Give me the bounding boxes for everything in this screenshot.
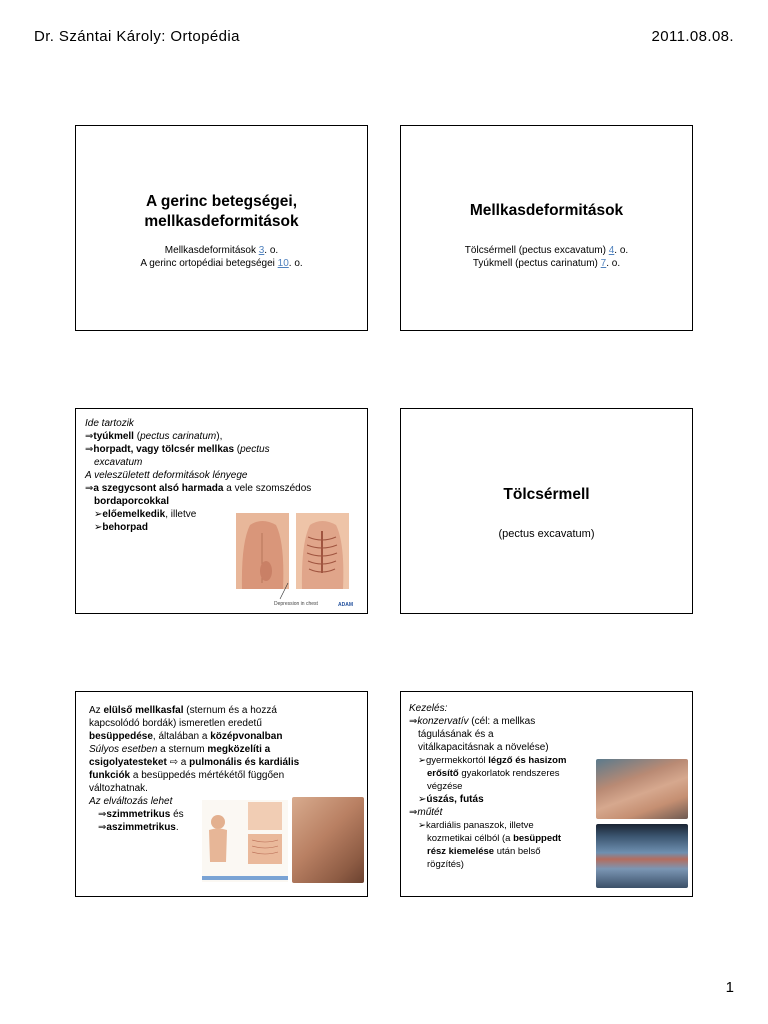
text-line: kozmetikai célból (a besüppedt [427,833,562,844]
surgery-photo-bottom [596,824,688,888]
text-line: Kezelés: [409,703,448,714]
text-line: excavatum [94,457,143,468]
slide-title-line: mellkasdeformitások [144,213,299,230]
illustration-caption: Depression in chest [274,601,318,607]
slide-title: Mellkasdeformitások [469,202,624,219]
sub-bullet-item: ➢behorpad [94,522,148,533]
text-line: Az elváltozás lehet [89,796,173,807]
text-line: változhatnak. [89,783,148,794]
toc-item: Tölcsérmell (pectus excavatum) 4. o. [464,245,629,256]
header-title: Dr. Szántai Károly: Ortopédia [34,28,240,45]
child-illustration [202,800,288,882]
header-date: 2011.08.08. [651,28,734,45]
bullet-item: ⇒aszimmetrikus. [98,822,179,833]
text-line: tágulásának és a [418,729,494,740]
text-line: kapcsolódó bordák) ismeretlen eredetű [89,718,262,729]
sub-bullet-item: ➢kardiális panaszok, illetve [418,820,534,831]
toc [76,244,367,270]
text-line: vitálkapacitásnak a növelése) [418,742,549,753]
sub-bullet-item: ➢gyermekkortól légző és hasizom [418,755,567,766]
text-line: A veleszületett deformitások lényege [85,470,248,481]
text-line: Ide tartozik [85,418,134,429]
slide-subtitle: (pectus excavatum) [498,528,595,540]
bullet-item: ⇒szimmetrikus és [98,809,184,820]
slide-body [409,702,566,871]
text-line: erősítő gyakorlatok rendszeres [427,768,560,779]
bullet-item: ⇒műtét [409,807,443,818]
slide-6 [400,691,693,897]
bullet-item: ⇒konzervatív (cél: a mellkas [409,716,536,727]
page-number: 1 [725,979,734,996]
text-line: Az elülső mellkasfal (sternum és a hozzá [89,705,277,716]
slide-1 [75,125,368,331]
slide-2 [400,125,693,331]
patient-back-photo [292,797,364,883]
toc-link[interactable]: 4 [608,245,615,256]
text-line: rész kiemelése után belső [427,846,541,857]
text-line: rögzítés) [427,859,464,870]
toc-link[interactable]: 3 [258,245,265,256]
text-line: funkciók a besüppedés mértékétől függően [89,770,285,781]
slide-5 [75,691,368,897]
sub-bullet-item: ➢úszás, futás [418,794,484,805]
adam-logo: ADAM [338,602,353,608]
bullet-item: ⇒horpadt, vagy tölcsér mellkas (pectus [85,444,270,455]
toc-link[interactable]: 7 [600,258,607,269]
text-line: besüppedése, általában a középvonalban [89,731,283,742]
surgery-photo-top [596,759,688,819]
bullet-item: ⇒a szegycsont alsó harmada a vele szomszédos [85,483,312,494]
slide-title-line: A gerinc betegségei, [145,193,298,210]
bullet-item: ⇒tyúkmell (pectus carinatum), [85,431,223,442]
toc-item: Mellkasdeformitások 3. o. [164,245,279,256]
slide-4 [400,408,693,614]
slide-title [76,192,367,232]
chest-illustration [236,513,362,611]
text-line: végzése [427,781,463,792]
text-line: csigolyatesteket ⇨ a pulmonális és kardiális [89,757,300,768]
slide-3 [75,408,368,614]
sub-bullet-item: ➢előemelkedik, illetve [94,509,197,520]
toc [401,244,692,270]
text-line: bordaporcokkal [94,496,170,507]
toc-link[interactable]: 10 [277,258,289,269]
toc-item: Tyúkmell (pectus carinatum) 7. o. [472,258,621,269]
text-line: Súlyos esetben a sternum megközelíti a [89,744,271,755]
toc-item: A gerinc ortopédiai betegségei 10. o. [140,258,303,269]
slide-title: Tölcsérmell [503,486,590,503]
